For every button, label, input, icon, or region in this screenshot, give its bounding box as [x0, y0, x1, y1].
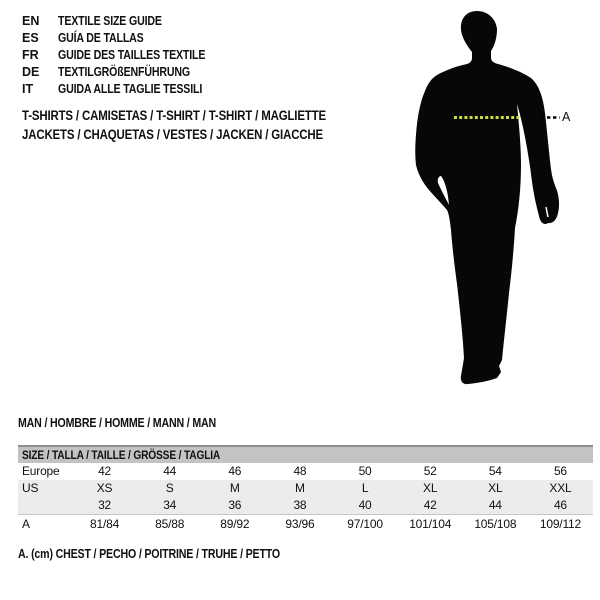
table-cell: XS: [96, 481, 113, 495]
table-cell: 93/96: [285, 517, 315, 531]
table-cell: 42: [423, 498, 437, 512]
table-cell: 89/92: [220, 517, 250, 531]
table-cell: 38: [293, 498, 307, 512]
table-cell: 36: [228, 498, 242, 512]
row-label: [18, 497, 72, 514]
table-cell: 44: [488, 498, 502, 512]
table-cell: 101/104: [409, 517, 452, 531]
language-code: ES: [22, 31, 39, 45]
language-label: GUÍA DE TALLAS: [58, 31, 144, 45]
table-cell: 109/112: [539, 517, 581, 531]
table-cell: S: [165, 481, 174, 495]
table-cell: 105/108: [474, 517, 517, 531]
table-row-chest: [18, 514, 593, 534]
category-line: JACKETS / CHAQUETAS / VESTES / JACKEN / GIACCHE: [22, 127, 324, 142]
row-label: US: [22, 481, 39, 495]
table-cell: 48: [293, 464, 307, 478]
language-label: TEXTILE SIZE GUIDE: [58, 14, 162, 28]
size-table-header: SIZE / TALLA / TAILLE / GRÖSSE / TAGLIA: [18, 445, 593, 463]
table-cell: L: [361, 481, 369, 495]
table-cell: XL: [423, 481, 438, 495]
table-cell: 56: [553, 464, 567, 478]
table-row-us: [18, 480, 593, 497]
table-cell: 85/88: [155, 517, 185, 531]
table-cell: XL: [488, 481, 503, 495]
table-row-us-numeric: [18, 497, 593, 514]
man-silhouette-shape: [415, 11, 559, 384]
table-cell: M: [229, 481, 240, 495]
measure-label-a: A: [562, 110, 571, 124]
table-cell: 42: [98, 464, 112, 478]
table-cell: 81/84: [90, 517, 120, 531]
language-label: GUIDE DES TAILLES TEXTILE: [58, 48, 206, 62]
table-cell: 40: [358, 498, 372, 512]
table-cell: 54: [488, 464, 502, 478]
row-label: Europe: [22, 464, 60, 478]
table-cell: 46: [553, 498, 567, 512]
table-cell: 97/100: [347, 517, 383, 531]
language-code: FR: [22, 48, 39, 62]
size-table: [18, 445, 593, 534]
table-cell: XXL: [549, 481, 572, 495]
table-row-europe: [18, 463, 593, 480]
table-cell: 32: [98, 498, 112, 512]
language-code: IT: [22, 82, 34, 96]
table-cell: 52: [423, 464, 437, 478]
table-cell: 34: [163, 498, 177, 512]
table-group-title: MAN / HOMBRE / HOMME / MANN / MAN: [18, 416, 217, 430]
category-line: T-SHIRTS / CAMISETAS / T-SHIRT / T-SHIRT / MAGLIETTE: [22, 108, 326, 123]
row-label: A: [22, 517, 30, 531]
language-label: TEXTILGRÖßENFÜHRUNG: [58, 65, 190, 79]
table-cell: 50: [358, 464, 372, 478]
measurement-footnote: A. (cm) CHEST / PECHO / POITRINE / TRUHE / PETTO: [18, 547, 281, 561]
table-cell: 46: [228, 464, 242, 478]
table-cell: 44: [163, 464, 177, 478]
language-code: EN: [22, 14, 40, 28]
language-code: DE: [22, 65, 40, 79]
table-cell: M: [295, 481, 305, 495]
language-label: GUIDA ALLE TAGLIE TESSILI: [58, 82, 203, 96]
